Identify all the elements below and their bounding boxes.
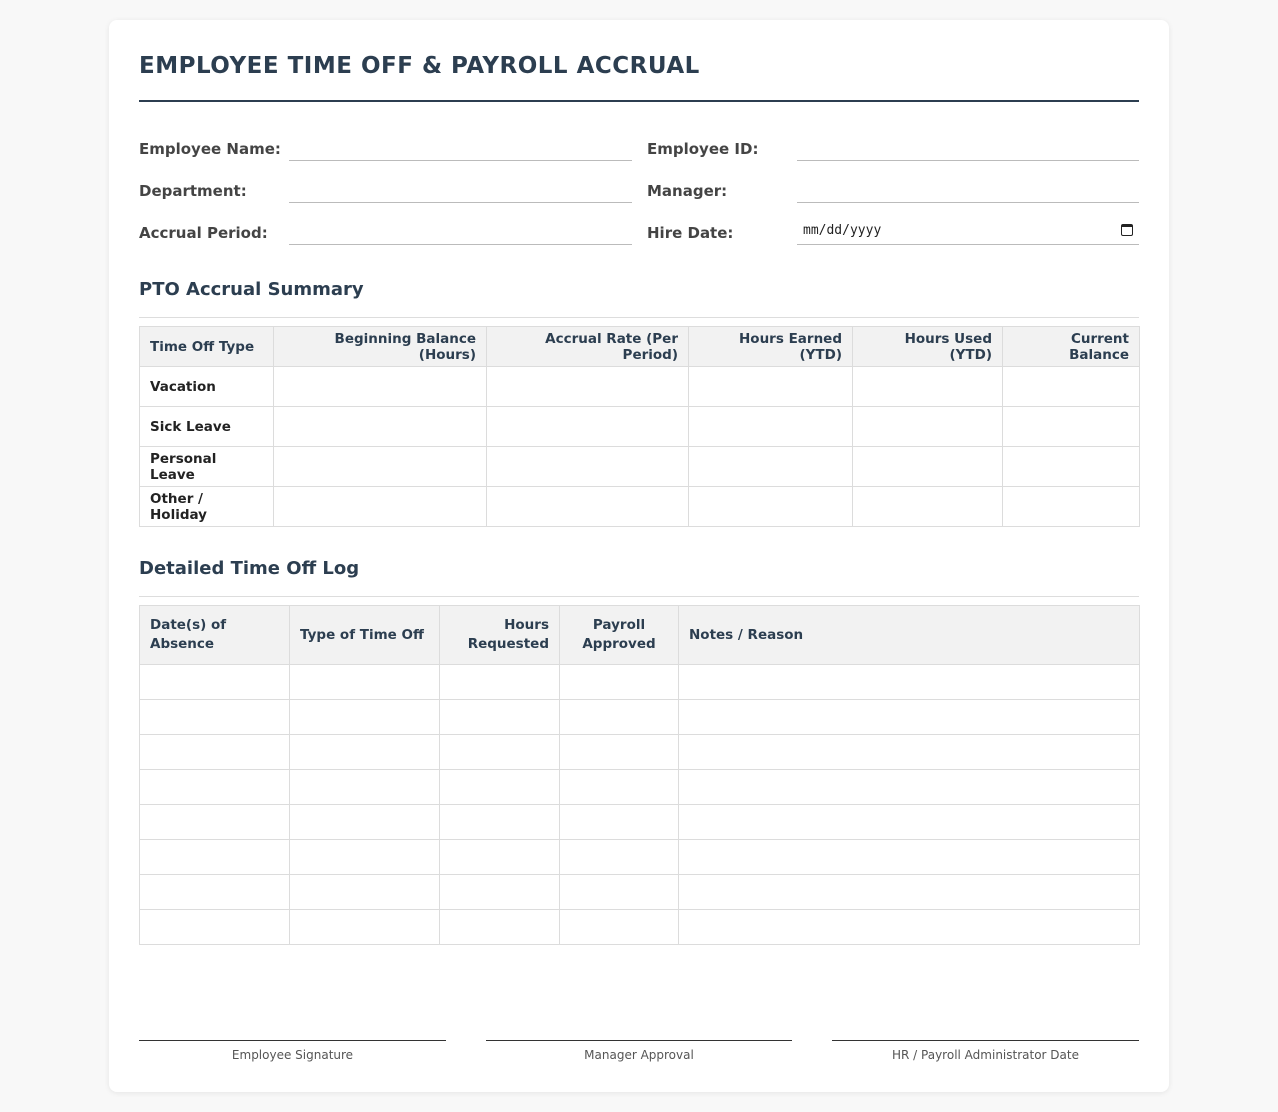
log-table-body <box>140 665 1140 945</box>
table-cell[interactable] <box>290 770 440 805</box>
table-cell[interactable] <box>679 840 1140 875</box>
table-cell[interactable] <box>679 735 1140 770</box>
table-row <box>140 805 1140 840</box>
table-cell[interactable] <box>679 805 1140 840</box>
pto-accrual-table <box>139 326 1140 527</box>
table-cell[interactable] <box>440 840 560 875</box>
log-col-notes <box>679 606 1140 665</box>
manager-label: Manager: <box>647 182 728 200</box>
log-col-type <box>290 606 440 665</box>
table-row <box>140 735 1140 770</box>
manager-approval-line[interactable] <box>486 1040 792 1062</box>
pto-col-current-balance: Current Balance <box>1003 327 1140 367</box>
form-card <box>109 20 1169 1092</box>
table-cell[interactable] <box>140 665 290 700</box>
hire-date-field[interactable] <box>797 216 1139 245</box>
table-cell[interactable] <box>689 447 853 487</box>
employee-id-label: Employee ID: <box>647 140 759 158</box>
time-off-log-table <box>139 605 1140 945</box>
table-cell[interactable] <box>853 407 1003 447</box>
pto-col-accrual-rate: Accrual Rate (Per Period) <box>487 327 689 367</box>
table-cell[interactable] <box>140 770 290 805</box>
pto-row-label-vacation: Vacation <box>140 367 274 407</box>
table-row <box>140 487 1140 527</box>
employee-signature-line[interactable] <box>139 1040 446 1062</box>
log-col-dates-text: Date(s) of Absence <box>150 617 227 652</box>
table-row <box>140 407 1140 447</box>
employee-signature-label: Employee Signature <box>231 1048 354 1062</box>
log-col-notes-text: Notes / Reason <box>689 626 804 643</box>
table-cell[interactable] <box>560 840 679 875</box>
pto-header-row <box>140 327 1140 367</box>
log-header-row <box>140 606 1140 665</box>
table-cell[interactable] <box>440 700 560 735</box>
table-cell[interactable] <box>440 735 560 770</box>
pto-col-beginning-balance: Beginning Balance (Hours) <box>274 327 487 367</box>
table-cell[interactable] <box>140 875 290 910</box>
info-row-2 <box>139 174 1139 216</box>
table-cell[interactable] <box>853 367 1003 407</box>
form-title: EMPLOYEE TIME OFF & PAYROLL ACCRUAL <box>139 20 1139 102</box>
table-cell[interactable] <box>487 407 689 447</box>
manager-approval-label: Manager Approval <box>584 1048 694 1062</box>
table-cell[interactable] <box>140 700 290 735</box>
table-cell[interactable] <box>440 875 560 910</box>
table-cell[interactable] <box>689 407 853 447</box>
employee-info-section <box>139 132 1139 260</box>
table-cell[interactable] <box>487 487 689 527</box>
table-row <box>140 910 1140 945</box>
table-cell[interactable] <box>440 770 560 805</box>
employee-id-field[interactable] <box>797 132 1139 161</box>
hire-date-label: Hire Date: <box>647 224 734 242</box>
table-cell[interactable] <box>290 805 440 840</box>
pto-col-hours-earned: Hours Earned (YTD) <box>689 327 853 367</box>
table-cell[interactable] <box>290 700 440 735</box>
table-cell[interactable] <box>1003 407 1140 447</box>
table-cell[interactable] <box>290 735 440 770</box>
table-cell[interactable] <box>853 447 1003 487</box>
hr-payroll-signature-label: HR / Payroll Administrator Date <box>892 1048 1079 1062</box>
table-cell[interactable] <box>140 840 290 875</box>
table-cell[interactable] <box>689 367 853 407</box>
table-cell[interactable] <box>440 910 560 945</box>
table-cell[interactable] <box>290 665 440 700</box>
table-cell[interactable] <box>560 910 679 945</box>
table-cell[interactable] <box>560 735 679 770</box>
log-col-hours-line1: Hours <box>504 617 549 633</box>
table-cell[interactable] <box>274 487 487 527</box>
table-cell[interactable] <box>679 770 1140 805</box>
table-cell[interactable] <box>290 840 440 875</box>
calendar-icon[interactable] <box>1121 224 1133 236</box>
hire-date-placeholder: mm/dd/yyyy <box>803 222 882 238</box>
table-cell[interactable] <box>1003 367 1140 407</box>
table-cell[interactable] <box>689 487 853 527</box>
table-row <box>140 700 1140 735</box>
employee-name-field[interactable] <box>289 132 632 161</box>
table-cell[interactable] <box>679 665 1140 700</box>
log-col-dates <box>140 606 290 665</box>
table-cell[interactable] <box>560 875 679 910</box>
department-field[interactable] <box>289 174 632 203</box>
log-col-type-text: Type of Time Off <box>300 626 424 643</box>
time-off-log-title: Detailed Time Off Log <box>139 559 1139 597</box>
table-cell[interactable] <box>1003 447 1140 487</box>
table-row <box>140 447 1140 487</box>
pto-row-label-personal-leave: Personal Leave <box>140 447 274 487</box>
accrual-period-label: Accrual Period: <box>139 224 268 242</box>
log-col-hours-requested <box>440 606 560 665</box>
log-col-payroll-line1: Payroll <box>592 617 646 633</box>
table-cell[interactable] <box>560 700 679 735</box>
table-cell[interactable] <box>853 487 1003 527</box>
table-cell[interactable] <box>440 805 560 840</box>
table-cell[interactable] <box>679 700 1140 735</box>
info-row-3 <box>139 216 1139 260</box>
table-cell[interactable] <box>679 875 1140 910</box>
table-cell[interactable] <box>274 407 487 447</box>
table-row <box>140 875 1140 910</box>
table-cell[interactable] <box>487 367 689 407</box>
table-cell[interactable] <box>560 665 679 700</box>
table-cell[interactable] <box>140 910 290 945</box>
table-cell[interactable] <box>140 805 290 840</box>
table-row <box>140 840 1140 875</box>
table-row <box>140 367 1140 407</box>
table-cell[interactable] <box>679 910 1140 945</box>
pto-summary-title: PTO Accrual Summary <box>139 280 1139 318</box>
pto-row-label-sick-leave: Sick Leave <box>140 407 274 447</box>
table-cell[interactable] <box>290 910 440 945</box>
department-label: Department: <box>139 182 247 200</box>
pto-col-hours-used: Hours Used (YTD) <box>853 327 1003 367</box>
table-cell[interactable] <box>560 805 679 840</box>
accrual-period-field[interactable] <box>289 216 632 245</box>
log-col-payroll-approved <box>560 606 679 665</box>
info-row-1 <box>139 132 1139 174</box>
table-cell[interactable] <box>290 875 440 910</box>
hr-payroll-signature-line[interactable] <box>832 1040 1139 1062</box>
pto-row-label-other-holiday: Other / Holiday <box>140 487 274 527</box>
table-row <box>140 665 1140 700</box>
employee-name-label: Employee Name: <box>139 140 281 158</box>
log-col-payroll-line2: Approved <box>582 636 656 652</box>
table-row <box>140 770 1140 805</box>
manager-field[interactable] <box>797 174 1139 203</box>
table-cell[interactable] <box>274 367 487 407</box>
table-cell[interactable] <box>274 447 487 487</box>
pto-col-time-off-type: Time Off Type <box>140 327 274 367</box>
log-col-hours-line2: Requested <box>467 636 549 652</box>
table-cell[interactable] <box>560 770 679 805</box>
table-cell[interactable] <box>1003 487 1140 527</box>
table-cell[interactable] <box>140 735 290 770</box>
table-cell[interactable] <box>440 665 560 700</box>
table-cell[interactable] <box>487 447 689 487</box>
